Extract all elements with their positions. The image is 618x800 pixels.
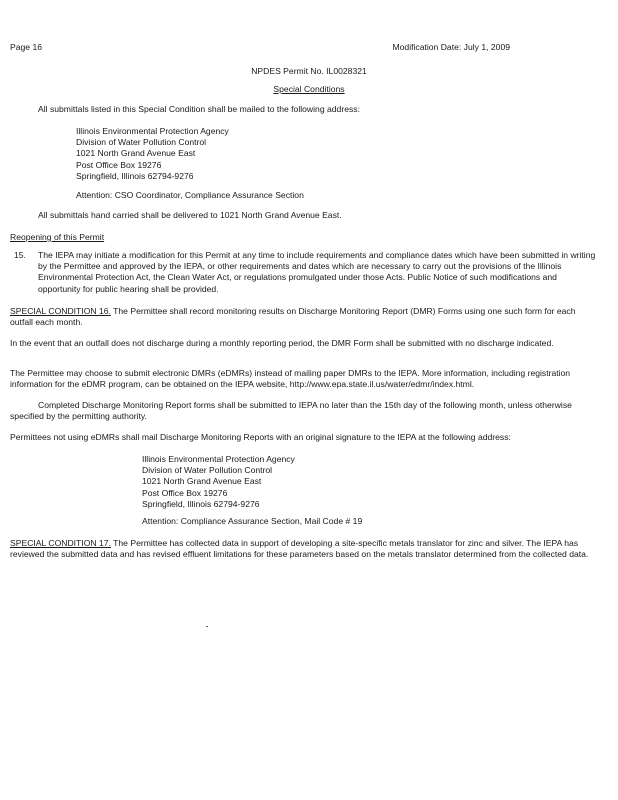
address-line: Springfield, Illinois 62794-9276 — [142, 498, 260, 509]
mail-dmr-paragraph: Permittees not using eDMRs shall mail Discharge Monitoring Reports with an original signature to the IEPA at the following address: — [10, 432, 511, 442]
completed-dmr-paragraph: Completed Discharge Monitoring Report forms shall be submitted to IEPA no later than the 15th day of the following month, unless otherwise specified by the permitting authority. — [10, 400, 572, 422]
mailing-address-1 — [76, 126, 229, 182]
address-line: Division of Water Pollution Control — [142, 465, 273, 476]
address-line: Illinois Environmental Protection Agency — [76, 126, 229, 136]
condition-15-number: 15. — [14, 250, 26, 260]
address-1-attention: Attention: CSO Coordinator, Compliance Assurance Section — [76, 190, 304, 200]
address-line: 1021 North Grand Avenue East — [142, 476, 262, 487]
condition-16-label: SPECIAL CONDITION 16. — [10, 306, 111, 316]
address-2-attention: Attention: Compliance Assurance Section, Mail Code # 19 — [142, 516, 363, 526]
page-number: Page 16 — [10, 42, 43, 52]
condition-17-label: SPECIAL CONDITION 17. — [10, 538, 111, 548]
address-line: Post Office Box 19276 — [142, 487, 228, 498]
hand-delivery-note: All submittals hand carried shall be delivered to 1021 North Grand Avenue East. — [38, 210, 342, 220]
modification-date: Modification Date: July 1, 2009 — [392, 42, 510, 52]
address-line: Springfield, Illinois 62794-9276 — [76, 170, 194, 181]
address-line: Division of Water Pollution Control — [76, 137, 207, 148]
condition-16-text: The Permittee shall record monitoring results on Discharge Monitoring Report (DMR) Forms using one such form for each outfall each month. — [10, 306, 576, 328]
condition-17-text: The Permittee has collected data in support of developing a site-specific metals translator for zinc and silver. The IEPA has reviewed the submitted data and has revised effluent limitations for these parameters based on the metals translator determined from the collected data. — [10, 538, 589, 560]
condition-16-paragraph — [10, 306, 596, 328]
mailing-address-2 — [142, 454, 295, 510]
reopening-heading: Reopening of this Permit — [10, 232, 105, 242]
special-conditions-heading: Special Conditions — [273, 84, 345, 94]
permit-title: NPDES Permit No. IL0028321 — [251, 66, 367, 76]
address-line: 1021 North Grand Avenue East — [76, 148, 196, 159]
condition-17-paragraph — [10, 538, 596, 560]
address-line: Post Office Box 19276 — [76, 159, 162, 170]
condition-15-text: The IEPA may initiate a modification for this Permit at any time to include requirements and compliance dates which have been submitted in writing by the Permittee and approved by the IEPA, or other requirements and dates which are necessary to carry out the provisions of the Illinois Environmental Protection Act, the Clean Water Act, or regulations promulgated under those Acts. Public Notice of such modifications and opportunity for public hearing shall be provided. — [38, 250, 596, 294]
no-discharge-paragraph: In the event that an outfall does not discharge during a monthly reporting period, the DMR Form shall be submitted with no discharge indicated. — [10, 338, 554, 348]
intro-paragraph: All submittals listed in this Special Condition shall be mailed to the following address: — [38, 104, 360, 114]
edmr-paragraph: The Permittee may choose to submit electronic DMRs (eDMRs) instead of mailing paper DMRs to the IEPA. More information, including registration information for the eDMR program, can be obtained on the IEPA website, http://www.epa.state.il.us/water/edmr/index.html. — [10, 368, 571, 390]
address-line: Illinois Environmental Protection Agency — [142, 454, 295, 464]
scan-speck — [206, 626, 208, 627]
